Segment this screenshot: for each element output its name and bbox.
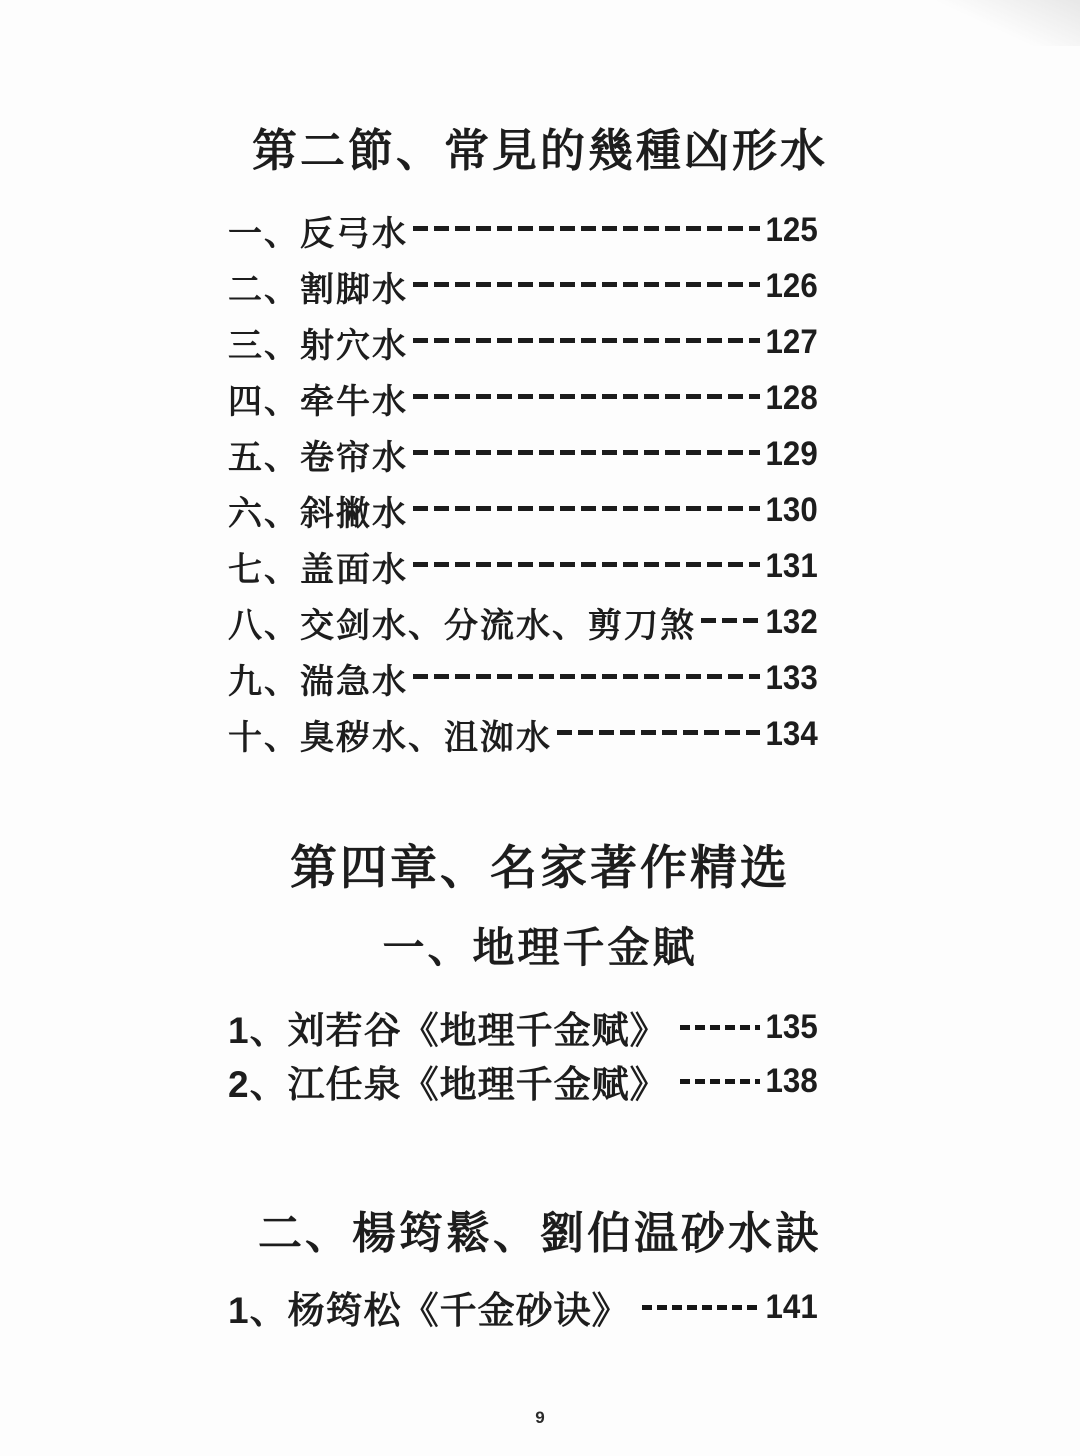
toc-entry-label: 五、卷帘水 bbox=[228, 437, 408, 478]
toc-entry bbox=[228, 426, 818, 482]
toc-entry-label: 一、反弓水 bbox=[228, 213, 408, 254]
toc-entry-page: 130 bbox=[765, 490, 818, 529]
toc-entry-label: 三、射穴水 bbox=[228, 325, 408, 366]
toc-entry bbox=[228, 594, 818, 650]
toc-leader-line bbox=[413, 282, 760, 287]
toc-entry-label: 2、江任泉《地理千金赋》 bbox=[228, 1064, 668, 1105]
toc-entry bbox=[228, 706, 818, 762]
toc-entry-page: 125 bbox=[765, 210, 818, 249]
toc-leader-line bbox=[642, 1305, 761, 1310]
toc-entry bbox=[228, 482, 818, 538]
toc-entry bbox=[228, 258, 818, 314]
toc-entry-label: 二、割脚水 bbox=[228, 269, 408, 310]
toc-entry bbox=[228, 650, 818, 706]
toc-entry-page: 126 bbox=[765, 266, 818, 305]
toc-list-sub2 bbox=[228, 1280, 818, 1334]
toc-entry-page: 141 bbox=[765, 1287, 818, 1326]
toc-entry bbox=[228, 314, 818, 370]
toc-list-section2 bbox=[228, 202, 818, 762]
toc-leader-line bbox=[680, 1079, 761, 1084]
toc-entry-label: 四、牵牛水 bbox=[228, 381, 408, 422]
toc-entry bbox=[228, 538, 818, 594]
toc-entry-page: 132 bbox=[765, 602, 818, 641]
section-heading: 第二節、常見的幾種凶形水 bbox=[251, 124, 828, 177]
toc-leader-line bbox=[413, 226, 760, 231]
toc-entry-page: 127 bbox=[765, 322, 818, 361]
toc-entry-page: 133 bbox=[765, 658, 818, 697]
toc-leader-line bbox=[413, 394, 760, 399]
toc-leader-line bbox=[701, 618, 760, 623]
toc-leader-line bbox=[413, 674, 760, 679]
toc-entry-page: 135 bbox=[765, 1007, 818, 1046]
toc-entry-page: 129 bbox=[765, 434, 818, 473]
toc-entry bbox=[228, 1280, 818, 1334]
toc-entry-page: 134 bbox=[765, 714, 818, 753]
toc-entry bbox=[228, 1000, 818, 1054]
chapter-heading: 第四章、名家著作精选 bbox=[290, 841, 790, 894]
toc-leader-line bbox=[680, 1025, 761, 1030]
toc-entry-page: 131 bbox=[765, 546, 818, 585]
toc-entry-label: 七、盖面水 bbox=[228, 549, 408, 590]
toc-leader-line bbox=[413, 450, 760, 455]
toc-entry-page: 138 bbox=[765, 1061, 818, 1100]
toc-leader-line bbox=[557, 730, 760, 735]
page-number: 9 bbox=[535, 1408, 545, 1427]
toc-entry-label: 六、斜撇水 bbox=[228, 493, 408, 534]
toc-entry bbox=[228, 202, 818, 258]
toc-entry-label: 1、杨筠松《千金砂诀》 bbox=[228, 1290, 630, 1331]
toc-entry-label: 九、湍急水 bbox=[228, 661, 408, 702]
toc-leader-line bbox=[413, 338, 760, 343]
toc-leader-line bbox=[413, 506, 760, 511]
toc-entry-label: 1、刘若谷《地理千金赋》 bbox=[228, 1010, 668, 1051]
subsection-heading-2: 二、楊筠鬆、劉伯温砂水訣 bbox=[258, 1209, 822, 1258]
toc-entry bbox=[228, 1054, 818, 1108]
toc-list-sub1 bbox=[228, 1000, 818, 1108]
toc-entry-label: 八、交剑水、分流水、剪刀煞 bbox=[228, 605, 696, 646]
toc-entry-label: 十、臭秽水、沮洳水 bbox=[228, 717, 552, 758]
toc-leader-line bbox=[413, 562, 760, 567]
subsection-heading-1: 一、地理千金賦 bbox=[382, 924, 698, 971]
toc-entry bbox=[228, 370, 818, 426]
toc-entry-page: 128 bbox=[765, 378, 818, 417]
